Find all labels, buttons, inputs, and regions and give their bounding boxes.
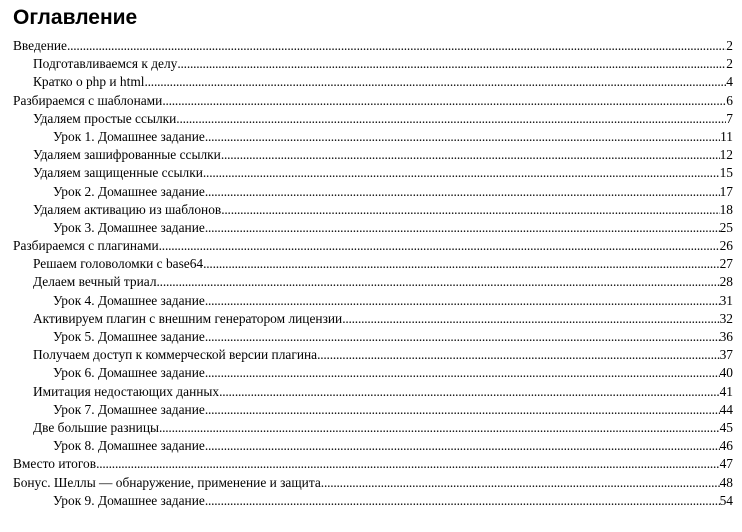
toc-entry-level-3[interactable]	[0, 437, 733, 455]
toc-entry-title: Урок 4. Домашнее задание	[53, 292, 205, 308]
dot-leader	[205, 219, 720, 237]
toc-entry-page-number: 18	[719, 201, 733, 217]
toc-entry-page-number: 27	[719, 256, 733, 272]
dot-leader	[176, 110, 726, 128]
toc-entry-level-2[interactable]	[0, 201, 733, 219]
toc-entry-page-number: 47	[719, 456, 733, 472]
toc-entry-title: Урок 7. Домашнее задание	[53, 401, 205, 417]
toc-entry-page-number: 4	[726, 74, 733, 90]
toc-entry-level-2[interactable]	[0, 55, 733, 73]
toc-entry-title: Урок 3. Домашнее задание	[53, 219, 205, 235]
dot-leader	[96, 455, 720, 473]
toc-entry-page-number: 2	[726, 38, 733, 53]
toc-entry-page-number: 44	[719, 401, 733, 417]
toc-entry-title: Урок 6. Домашнее задание	[53, 365, 205, 381]
toc-entry-title: Урок 9. Домашнее задание	[53, 492, 205, 508]
toc-entry-title: Введение	[13, 38, 67, 53]
dot-leader	[205, 437, 720, 455]
dot-leader	[205, 292, 720, 310]
toc-entry-title: Имитация недостающих данных	[33, 383, 220, 399]
dot-leader	[203, 255, 719, 273]
toc-entry-page-number: 15	[719, 165, 733, 181]
toc-entry-level-2[interactable]	[0, 273, 733, 291]
toc-heading: Оглавление	[13, 6, 138, 29]
toc-entry-page-number: 12	[719, 147, 733, 163]
toc-entry-page-number: 25	[719, 219, 733, 235]
toc-entry-page-number: 40	[719, 365, 733, 381]
toc-entry-level-3[interactable]	[0, 492, 733, 510]
dot-leader	[159, 237, 720, 255]
toc-entry-level-2[interactable]	[0, 346, 733, 364]
dot-leader	[145, 73, 727, 91]
toc-entry-page-number: 32	[719, 310, 733, 326]
dot-leader	[205, 401, 720, 419]
toc-entry-level-3[interactable]	[0, 401, 733, 419]
dot-leader	[205, 328, 720, 346]
toc-entry-level-2[interactable]	[0, 255, 733, 273]
toc-list	[0, 37, 733, 510]
dot-leader	[321, 474, 720, 492]
dot-leader	[205, 364, 720, 382]
toc-entry-page-number: 46	[719, 438, 733, 454]
dot-leader	[67, 37, 726, 55]
dot-leader	[177, 55, 726, 73]
dot-leader	[317, 346, 720, 364]
toc-entry-page-number: 54	[719, 492, 733, 508]
dot-leader	[203, 164, 720, 182]
toc-entry-title: Урок 1. Домашнее задание	[53, 128, 205, 144]
toc-entry-title: Удаляем активацию из шаблонов	[33, 201, 222, 217]
toc-entry-title: Удаляем зашифрованные ссылки	[33, 147, 221, 163]
toc-entry-level-3[interactable]	[0, 128, 733, 146]
toc-entry-page-number: 6	[726, 92, 733, 108]
toc-entry-page-number: 11	[720, 128, 733, 144]
dot-leader	[221, 146, 720, 164]
toc-entry-title: Урок 8. Домашнее задание	[53, 438, 205, 454]
dot-leader	[162, 92, 726, 110]
toc-entry-level-3[interactable]	[0, 219, 733, 237]
dot-leader	[205, 128, 720, 146]
toc-entry-title: Две большие разницы	[33, 419, 159, 435]
toc-entry-page-number: 37	[719, 347, 733, 363]
toc-entry-title: Решаем головоломки с base64	[33, 256, 204, 272]
dot-leader	[159, 419, 720, 437]
dot-leader	[205, 183, 720, 201]
toc-entry-level-3[interactable]	[0, 364, 733, 382]
toc-entry-title: Получаем доступ к коммерческой версии плагина	[33, 347, 318, 363]
toc-entry-level-1[interactable]	[0, 455, 733, 473]
toc-entry-level-2[interactable]	[0, 383, 733, 401]
toc-entry-page-number: 17	[719, 183, 733, 199]
toc-entry-page-number: 48	[719, 474, 733, 490]
toc-entry-level-1[interactable]	[0, 92, 733, 110]
toc-entry-title: Кратко о php и html	[33, 74, 145, 90]
toc-entry-page-number: 26	[719, 238, 733, 254]
toc-entry-page-number: 2	[726, 56, 733, 72]
toc-entry-title: Вместо итогов	[13, 456, 97, 472]
dot-leader	[205, 492, 720, 510]
toc-entry-title: Удаляем простые ссылки	[33, 110, 177, 126]
toc-entry-title: Активируем плагин с внешним генератором лицензии	[33, 310, 343, 326]
toc-entry-level-2[interactable]	[0, 310, 733, 328]
toc-entry-page-number: 31	[719, 292, 733, 308]
toc-entry-level-1[interactable]	[0, 474, 733, 492]
toc-entry-title: Делаем вечный триал	[33, 274, 157, 290]
toc-entry-title: Разбираемся с плагинами	[13, 238, 159, 254]
dot-leader	[157, 273, 720, 291]
toc-entry-level-2[interactable]	[0, 110, 733, 128]
toc-entry-page-number: 28	[719, 274, 733, 290]
toc-entry-level-3[interactable]	[0, 183, 733, 201]
dot-leader	[221, 201, 719, 219]
toc-entry-level-2[interactable]	[0, 146, 733, 164]
toc-entry-title: Бонус. Шеллы — обнаружение, применение и защита	[13, 474, 321, 490]
toc-entry-page-number: 36	[719, 329, 733, 344]
toc-entry-title: Разбираемся с шаблонами	[13, 92, 163, 108]
toc-entry-level-3[interactable]	[0, 328, 733, 346]
toc-entry-level-2[interactable]	[0, 419, 733, 437]
toc-entry-page-number: 41	[719, 383, 733, 399]
toc-entry-title: Подготавливаемся к делу	[33, 56, 178, 72]
dot-leader	[219, 383, 720, 401]
dot-leader	[342, 310, 719, 328]
toc-entry-level-3[interactable]	[0, 292, 733, 310]
toc-entry-level-1[interactable]	[0, 37, 733, 55]
toc-entry-level-1[interactable]	[0, 237, 733, 255]
toc-entry-title: Удаляем защищенные ссылки	[33, 165, 203, 181]
toc-entry-page-number: 45	[719, 419, 733, 435]
toc-entry-level-2[interactable]	[0, 164, 733, 182]
toc-entry-title: Урок 5. Домашнее задание	[53, 329, 205, 344]
toc-entry-title: Урок 2. Домашнее задание	[53, 183, 205, 199]
toc-entry-level-2[interactable]	[0, 73, 733, 91]
toc-entry-page-number: 7	[726, 110, 733, 126]
